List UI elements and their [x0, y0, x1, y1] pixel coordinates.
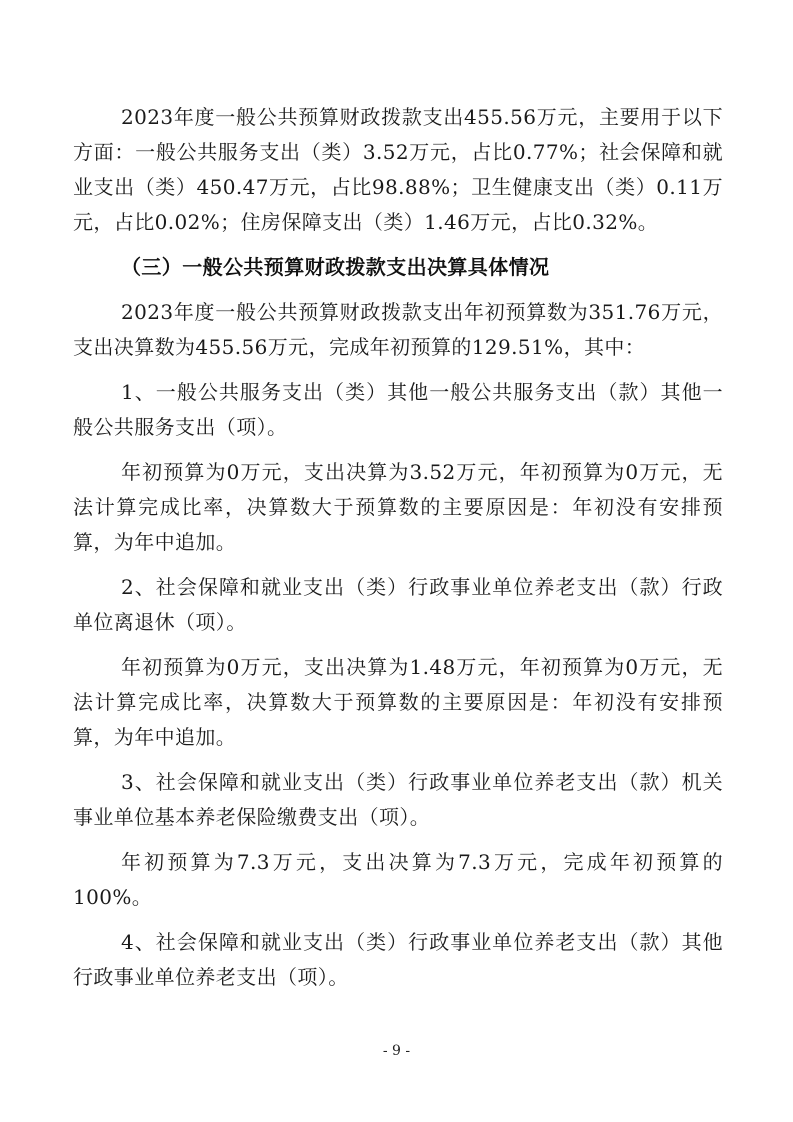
paragraph-gap — [73, 365, 723, 375]
paragraph-item-3-detail: 年初预算为7.3万元，支出决算为7.3万元，完成年初预算的100%。 — [73, 850, 723, 909]
section-heading-3: （三）一般公共预算财政拨款支出决算具体情况 — [121, 255, 550, 279]
paragraph-gap — [73, 835, 723, 845]
paragraph-gap — [73, 560, 723, 570]
paragraph-item-2-title: 2、社会保障和就业支出（类）行政事业单位养老支出（款）行政单位离退休（项）。 — [73, 575, 723, 634]
paragraph-gap — [73, 640, 723, 650]
paragraph-gap — [73, 240, 723, 250]
paragraph-gap — [73, 755, 723, 765]
paragraph-gap — [73, 915, 723, 925]
page-number: - 9 - — [382, 1043, 411, 1059]
document-body — [73, 100, 723, 995]
paragraph-gap — [73, 285, 723, 295]
paragraph-gap — [73, 445, 723, 455]
paragraph-item-2-detail: 年初预算为0万元，支出决算为1.48万元，年初预算为0万元，无法计算完成比率，决算数大于预算数的主要原因是：年初没有安排预算，为年中追加。 — [73, 655, 723, 749]
paragraph-item-1-title: 1、一般公共服务支出（类）其他一般公共服务支出（款）其他一般公共服务支出（项）。 — [73, 380, 723, 439]
paragraph-budget-overview: 2023年度一般公共预算财政拨款支出年初预算数为351.76万元，支出决算数为455.56万元，完成年初预算的129.51%，其中： — [73, 300, 723, 359]
paragraph-item-3-title: 3、社会保障和就业支出（类）行政事业单位养老支出（款）机关事业单位基本养老保险缴费支出（项）。 — [73, 770, 723, 829]
paragraph-item-4-title: 4、社会保障和就业支出（类）行政事业单位养老支出（款）其他行政事业单位养老支出（项）。 — [73, 930, 723, 989]
paragraph-item-1-detail: 年初预算为0万元，支出决算为3.52万元，年初预算为0万元，无法计算完成比率，决算数大于预算数的主要原因是：年初没有安排预算，为年中追加。 — [73, 460, 723, 554]
paragraph-expenditure-summary: 2023年度一般公共预算财政拨款支出455.56万元，主要用于以下方面：一般公共服务支出（类）3.52万元，占比0.77%；社会保障和就业支出（类）450.47万元，占比98.88%；卫生健康支出（类）0.11万元，占比0.02%；住房保障支出（类）1.46万元，占比0.32%。 — [73, 105, 723, 234]
